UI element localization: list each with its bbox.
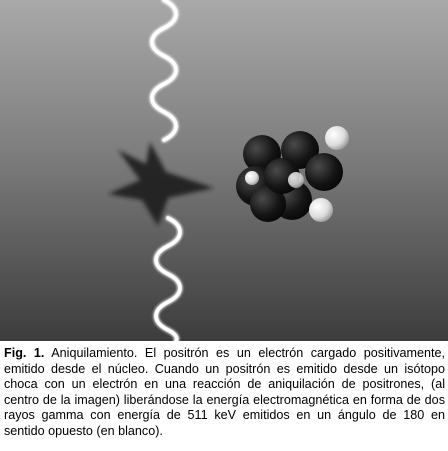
figure-caption: [4, 346, 445, 440]
molecule-cluster: [236, 126, 349, 222]
caption-text: Aniquilamiento. El positrón es un electrón cargado positivamente, emitido desde el núcleo. Cuando un positrón es emitido desde un isótopo choca con un electrón en una reacción de aniquilación de positrones, (al centro de la imagen) liberándose la energía electromagnética en forma de dos rayos gamma con energía de 511 keV emitidos en un ángulo de 180 en sentido opuesto (en blanco).: [4, 346, 446, 438]
figure-label: Fig. 1.: [4, 346, 45, 360]
